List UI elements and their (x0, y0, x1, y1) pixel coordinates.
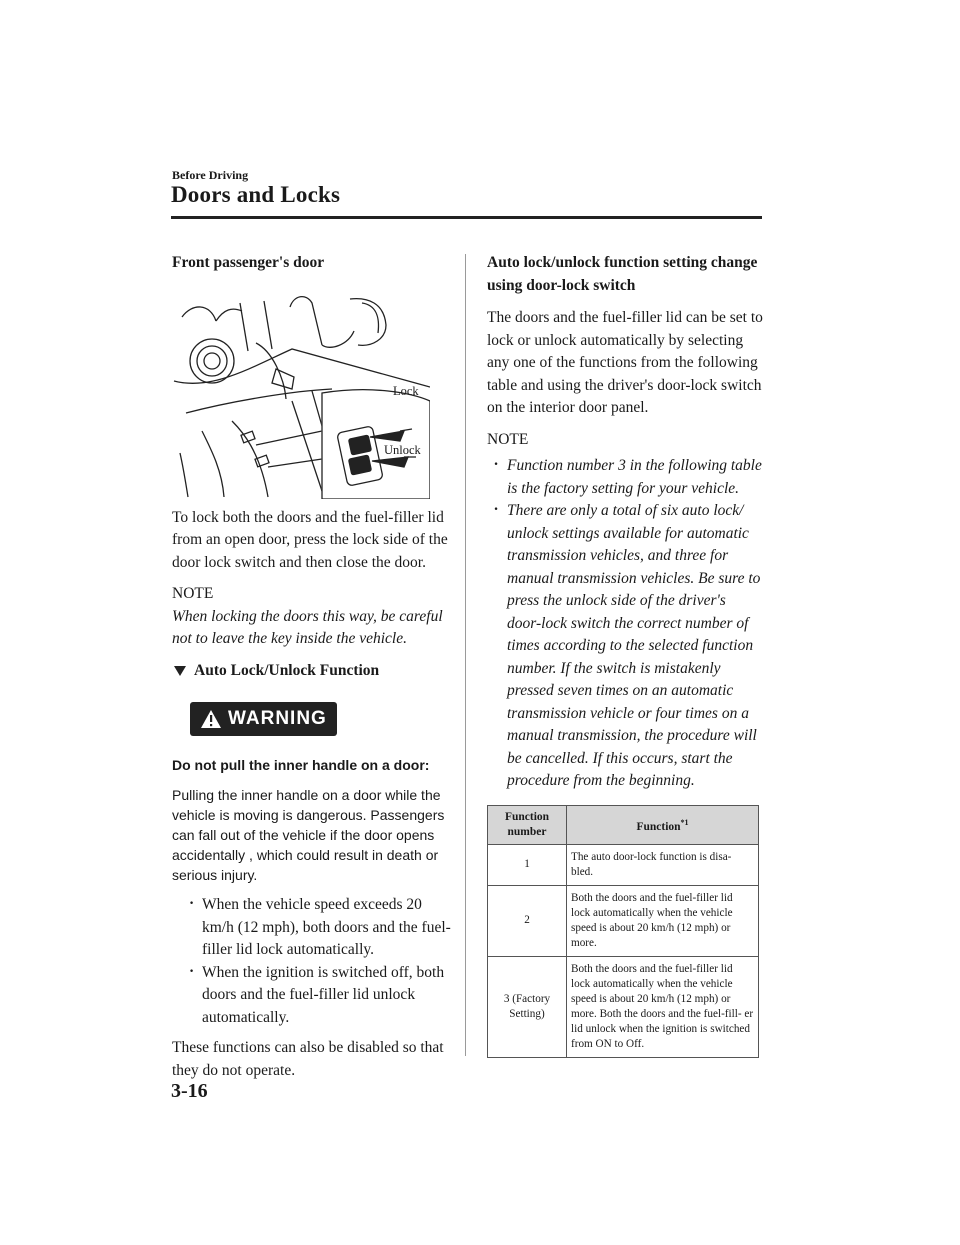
setting-change-heading: Auto lock/unlock function setting change using door-lock switch (487, 254, 758, 294)
triangle-marker-icon (174, 666, 186, 676)
function-description-cell: The auto door-lock function is disa- bled. (567, 844, 759, 885)
auto-lock-bullets (186, 894, 457, 1029)
passenger-door-heading: Front passenger's door (172, 254, 325, 271)
note-text: When locking the doors this way, be careful not to leave the key inside the vehicle. (172, 607, 443, 647)
function-number-cell: 1 (488, 844, 567, 885)
table-row (488, 885, 759, 956)
function-description-cell: Both the doors and the fuel-filler lid lock automatically when the vehicle speed is about 20 km/h (12 mph) or more. (567, 885, 759, 956)
lock-instructions: To lock both the doors and the fuel-filler lid from an open door, press the lock side of the door lock switch and then close the door. (172, 508, 448, 571)
page-number: 3-16 (171, 1080, 208, 1102)
function-number-header: Function number (488, 805, 567, 844)
setting-intro: The doors and the fuel-filler lid can be set to lock or unlock automatically by selecting any one of the functions from the following table and using the driver's door-lock switch on the interior door panel. (487, 309, 763, 416)
door-panel-drawing (172, 281, 430, 499)
door-switch-illustration (172, 281, 430, 499)
title-rule (171, 216, 762, 219)
list-item: · When the ignition is switched off, both doors and the fuel-filler lid unlock automatically. (186, 962, 457, 1030)
page-title: Doors and Locks (171, 182, 341, 207)
function-description-cell: Both the doors and the fuel-filler lid lock automatically when the vehicle speed is about 20 km/h (12 mph) or more. Both the doors and the fuel-fill- er lid unlock when the ignition is switched from ON to Off. (567, 956, 759, 1057)
table-header-row (488, 805, 759, 844)
subsection-title: Auto Lock/Unlock Function (194, 661, 380, 679)
section-label: Before Driving (172, 168, 249, 182)
setting-notes (491, 455, 763, 793)
warning-icon (200, 709, 222, 729)
list-item: · Function number 3 in the following table is the factory setting for your vehicle. (491, 455, 763, 500)
warning-body: Pulling the inner handle on a door while the vehicle is moving is dangerous. Passengers can fall out of the vehicle if the door opens accidentally , which could result in death or serious injury. (172, 787, 445, 883)
lock-callout: Lock (393, 384, 419, 398)
subsection-heading (172, 660, 457, 683)
unlock-callout: Unlock (384, 443, 421, 457)
closing-text: These functions can also be disabled so that they do not operate. (172, 1039, 444, 1079)
warning-badge (190, 702, 337, 736)
table-row (488, 956, 759, 1057)
function-table (487, 805, 759, 1058)
function-header: Function$^{*1}$ (567, 805, 759, 844)
warning-heading: Do not pull the inner handle on a door: (172, 757, 430, 773)
right-column (487, 252, 763, 1058)
function-number-cell: 3 (Factory Setting) (488, 956, 567, 1057)
footnote-marker: *1 (680, 817, 689, 827)
table-row (488, 844, 759, 885)
left-column (172, 252, 457, 1091)
list-item: · When the vehicle speed exceeds 20 km/h (12 mph), both doors and the fuel-filler lid lock automatically. (186, 894, 457, 962)
note-label: NOTE (172, 585, 214, 602)
list-item: · There are only a total of six auto lock/ unlock settings available for automatic transmission vehicles, and three for manual transmission vehicles. Be sure to press the unlock side of the driver's door-lock switch the correct number of times according to the selected function number. If the switch is mistakenly pressed seven times on an automatic transmission vehicle or four times on a manual transmission, the procedure will be cancelled. If this occurs, start the procedure from the beginning. (491, 500, 763, 793)
column-divider (465, 254, 466, 1056)
warning-label: WARNING (228, 707, 327, 729)
note-label: NOTE (487, 430, 529, 448)
function-number-cell: 2 (488, 885, 567, 956)
